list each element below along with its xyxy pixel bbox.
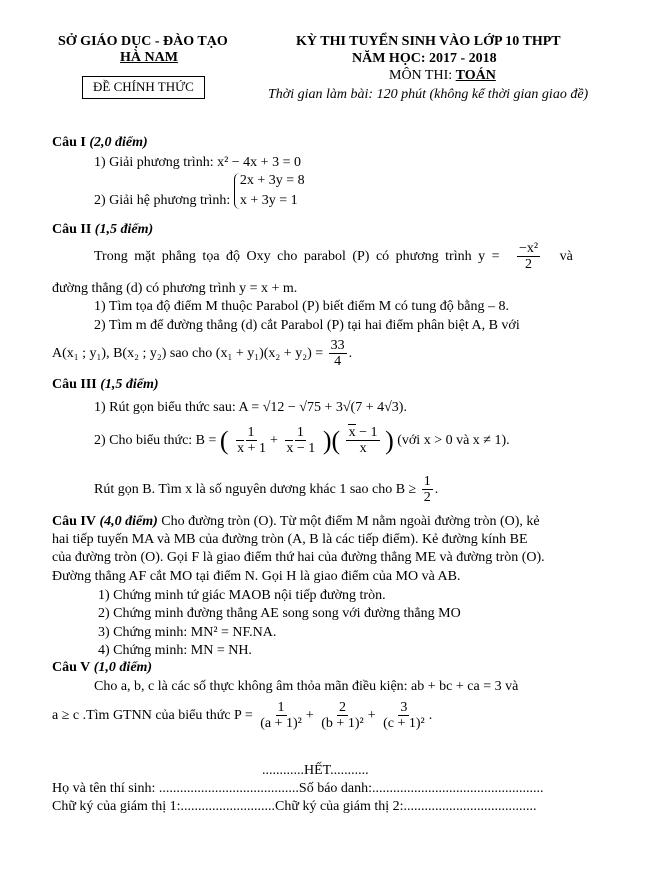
- q1-heading: [52, 135, 148, 151]
- fraction-denominator: (c + 1)²: [383, 716, 425, 732]
- subject-label: MÔN THI:: [389, 68, 456, 83]
- q4-step-1: 1) Chứng minh tứ giác MAOB nội tiếp đường tròn.: [98, 588, 386, 603]
- q2-condition-points: A(x₁ ; y₁), B(x₂ ; y₂) sao cho: [52, 346, 216, 362]
- q4-line-4: Đường thẳng AF cắt MO tại điểm N. Gọi H là giao điểm của MO và AB.: [52, 569, 461, 584]
- p-term-3: [381, 700, 427, 732]
- fraction-denominator: x + 1: [237, 441, 266, 457]
- condition-fraction: [329, 338, 347, 370]
- fraction-denominator: 4: [334, 354, 342, 370]
- q2-title: Câu II: [52, 222, 92, 237]
- supervisor-sign-line: Chữ ký của giám thị 1:...........................Chữ ký của giám thị 2:......................................: [52, 799, 537, 814]
- fraction-denominator: 2: [525, 257, 533, 273]
- q1-part1: [94, 155, 301, 171]
- q2-part2: 2) Tìm m để đường thẳng (d) cắt Parabol (P) tại hai điểm phân biệt A, B với: [94, 318, 520, 333]
- q3-heading: [52, 377, 159, 393]
- q5-title: Câu V: [52, 660, 91, 675]
- system-eq-1: 2x + 3y = 8: [239, 173, 305, 188]
- fraction-denominator: x: [359, 441, 367, 457]
- end-marker: ............HẾT...........: [262, 763, 369, 778]
- q3-part3-text: Rút gọn B. Tìm x là số nguyên dương khác 1 sao cho B ≥: [94, 482, 417, 498]
- fraction-numerator: 1: [247, 425, 255, 440]
- q3-title: Câu III: [52, 377, 97, 392]
- parabola-fraction: [517, 241, 540, 273]
- exam-year: NĂM HỌC: 2017 - 2018: [352, 51, 497, 66]
- q4-title: Câu IV: [52, 514, 96, 529]
- b-term-1: [234, 425, 268, 457]
- q3-part2: 2) Cho biểu thức: B = ( $\frac{1}{x + 1}$ + $\frac{1}{x - 1}$ )( $\frac{x - 1}{x}$ ) (với x > 0 và x ≠ 1).: [94, 425, 510, 457]
- p-term-2: [319, 700, 365, 732]
- q3-part2-condition: (với x > 0 và x ≠ 1).: [397, 433, 510, 449]
- q2-heading: [52, 222, 153, 238]
- q2-condition-expr: (x₁ + y₁)(x₂ + y₂) =: [215, 346, 324, 362]
- q3-part1: 1) Rút gọn biểu thức sau: A = √12 − √75 + 3√(7 + 4√3).: [94, 400, 407, 415]
- q3-points: (1,5 điểm): [100, 377, 159, 392]
- q5-line-1: Cho a, b, c là các số thực không âm thỏa mãn điều kiện: ab + bc + ca = 3 và: [94, 679, 519, 694]
- exam-title: KỲ THI TUYỂN SINH VÀO LỚP 10 THPT: [296, 34, 561, 49]
- fraction-denominator: x − 1: [286, 441, 316, 457]
- fraction-numerator: 1: [296, 425, 304, 440]
- q4-step-3: 3) Chứng minh: MN² = NF.NA.: [98, 625, 277, 640]
- q4-line-2: hai tiếp tuyến MA và MB của đường tròn (A, B là các tiếp điểm). Kẻ đường kính BE: [52, 532, 528, 547]
- q4-line-3: của đường tròn (O). Gọi F là giao điểm thứ hai của đường thẳng ME và đường tròn (O).: [52, 550, 545, 565]
- fraction-numerator: 1: [277, 700, 285, 715]
- b-term-2: [283, 425, 317, 457]
- q2-and: và: [559, 249, 573, 265]
- q4-line-1: [52, 514, 540, 530]
- q5-points: (1,0 điểm): [93, 660, 153, 675]
- paren-open-2: (: [331, 425, 341, 455]
- q1-part2-text: 2) Giải hệ phương trình:: [94, 193, 234, 209]
- q1-title: Câu I: [52, 135, 86, 150]
- q4-line-1-text: Cho đường tròn (O). Từ một điểm M nằm ngoài đường tròn (O), kẻ: [161, 514, 540, 529]
- fraction-denominator: 2: [423, 490, 431, 506]
- half-fraction: [422, 474, 433, 506]
- paren-close-2: ): [385, 425, 394, 455]
- q2-intro2: đường thẳng (d) có phương trình y = x + m.: [52, 281, 298, 296]
- fraction-numerator: 2: [338, 700, 346, 715]
- q2-intro: [94, 241, 573, 273]
- q2-condition: A(x₁ ; y₁), B(x₂ ; y₂) sao cho (x₁ + y₁)(x₂ + y₂) = $\frac{33}{4}$ .: [52, 338, 353, 370]
- subject-name: TOÁN: [455, 68, 496, 83]
- paren-open: (: [219, 425, 229, 455]
- province-name: HÀ NAM: [120, 50, 178, 65]
- paren-close: ): [322, 425, 332, 455]
- q2-points: (1,5 điểm): [94, 222, 154, 237]
- candidate-info-line: Họ và tên thí sinh: ........................................Số báo danh:.................................................: [52, 781, 544, 796]
- q5-heading: [52, 660, 152, 676]
- fraction-numerator: 1: [423, 474, 431, 489]
- q4-points: (4,0 điểm): [99, 514, 158, 529]
- b-term-3: [346, 425, 380, 457]
- official-badge: ĐỀ CHÍNH THỨC: [82, 76, 205, 99]
- q4-step-2: 2) Chứng minh đường thẳng AE song song với đường thẳng MO: [98, 606, 461, 621]
- q3-part2-label: 2) Cho biểu thức: B =: [94, 433, 217, 449]
- fraction-numerator: 3: [400, 700, 408, 715]
- q1-part2: [94, 173, 305, 209]
- fraction-denominator: (b + 1)²: [321, 716, 364, 732]
- q1-equation: x² − 4x + 3 = 0: [217, 155, 301, 170]
- q2-part1: 1) Tìm tọa độ điểm M thuộc Parabol (P) biết điểm M có tung độ bằng – 8.: [94, 299, 510, 314]
- equation-system: [234, 173, 305, 209]
- q5-line-2: a ≥ c .Tìm GTNN của biểu thức P = $\frac{1}{\text{(a + 1)²}}$ + $\frac{2}{\text{(b + 1)²}}$ + $\frac{3}{\text{(c + 1)²}}$ .: [52, 700, 433, 732]
- q1-points: (2,0 điểm): [89, 135, 148, 150]
- exam-time: Thời gian làm bài: 120 phút (không kể thời gian giao đề): [268, 87, 589, 102]
- q2-intro-text: Trong mặt phẳng tọa độ Oxy cho parabol (P) có phương trình y =: [94, 249, 500, 265]
- system-eq-2: x + 3y = 1: [239, 193, 298, 209]
- exam-subject: [389, 68, 496, 84]
- p-term-1: [258, 700, 304, 732]
- fraction-numerator: x − 1: [346, 425, 380, 441]
- q5-line-2-text: a ≥ c .Tìm GTNN của biểu thức P =: [52, 708, 253, 724]
- q3-part3: Rút gọn B. Tìm x là số nguyên dương khác 1 sao cho B ≥ $\frac{1}{2}$ .: [94, 474, 439, 506]
- q4-step-4: 4) Chứng minh: MN = NH.: [98, 643, 252, 658]
- q1-part1-text: 1) Giải phương trình:: [94, 155, 218, 170]
- fraction-numerator: 33: [330, 338, 345, 353]
- fraction-numerator: −x²: [519, 241, 539, 256]
- department-name: SỞ GIÁO DỤC - ĐÀO TẠO: [58, 34, 228, 49]
- fraction-denominator: (a + 1)²: [260, 716, 302, 732]
